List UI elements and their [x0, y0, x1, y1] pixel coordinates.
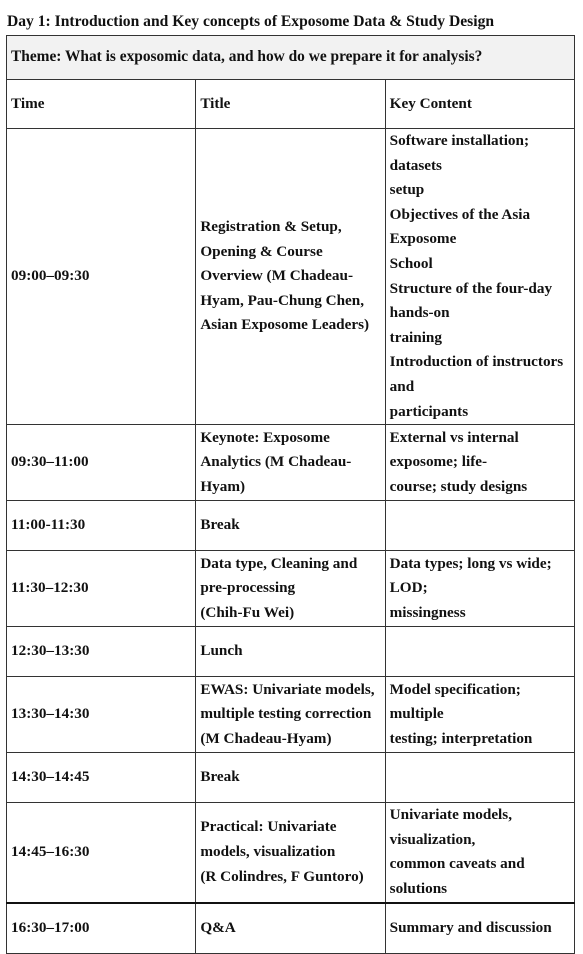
schedule-row [7, 677, 575, 753]
session-title-line: Break [200, 768, 240, 786]
session-title-line: Q&A [200, 918, 236, 936]
key-content-cell [385, 551, 574, 627]
key-content-line: participants [389, 402, 469, 420]
session-title-cell [196, 677, 385, 753]
session-title-line: Practical: Univariate [200, 818, 337, 836]
session-title-cell [196, 627, 385, 677]
session-title-cell [196, 753, 385, 803]
session-title-cell [196, 129, 385, 425]
key-content-line: Structure of the four-day hands-on [389, 279, 553, 322]
session-title-cell [196, 425, 385, 501]
header-key-content: Key Content [385, 80, 574, 129]
schedule-row [7, 129, 575, 425]
key-content-line: Software installation; datasets [389, 132, 530, 174]
session-title-line: Keynote: Exposome [200, 428, 330, 446]
page-title: Day 1: Introduction and Key concepts of Exposome Data & Study Design [7, 13, 495, 30]
key-content-cell [385, 129, 574, 425]
key-content-cell [385, 627, 574, 677]
key-content-line: Model specification; multiple [389, 680, 521, 723]
header-row [7, 80, 575, 129]
session-title-line: EWAS: Univariate models, [200, 680, 375, 698]
key-content-line: common caveats and solutions [389, 855, 525, 897]
session-title-cell [196, 903, 385, 954]
session-title-line: models, visualization [200, 843, 336, 861]
key-content-line: testing; interpretation [389, 729, 533, 747]
key-content-line: setup [389, 181, 425, 199]
time-cell: 11:00-11:30 [7, 501, 196, 551]
session-title-line: Registration & Setup, [200, 218, 342, 236]
theme-row [7, 36, 575, 80]
session-title-line: (R Colindres, F Guntoro) [200, 867, 364, 885]
session-title-line: (M Chadeau-Hyam) [200, 729, 332, 747]
key-content-line: Objectives of the Asia Exposome [389, 205, 531, 248]
time-cell: 14:30–14:45 [7, 753, 196, 803]
schedule-row [7, 803, 575, 903]
time-cell: 14:45–16:30 [7, 803, 196, 903]
session-title-line: Analytics (M Chadeau- [200, 453, 352, 471]
key-content-line: course; study designs [389, 477, 528, 495]
time-cell: 16:30–17:00 [7, 903, 196, 954]
session-title-line: multiple testing correction [200, 705, 372, 723]
header-time: Time [7, 80, 196, 129]
session-title-line: Hyam) [200, 477, 246, 495]
key-content-line: Univariate models, visualization, [389, 806, 512, 848]
key-content-line: Summary and discussion [389, 918, 552, 936]
session-title-line: Overview (M Chadeau- [200, 267, 354, 285]
session-title-cell [196, 551, 385, 627]
key-content-line: missingness [389, 603, 466, 621]
time-cell: 13:30–14:30 [7, 677, 196, 753]
key-content-cell [385, 903, 574, 954]
schedule-row [7, 903, 575, 954]
header-title: Title [196, 80, 385, 129]
session-title-line: (Chih-Fu Wei) [200, 603, 295, 621]
schedule-row [7, 425, 575, 501]
schedule-row [7, 551, 575, 627]
schedule-row [7, 501, 575, 551]
session-title-cell [196, 803, 385, 903]
schedule-row [7, 753, 575, 803]
key-content-line: Data types; long vs wide; LOD; [389, 554, 552, 597]
key-content-line: training [389, 328, 442, 346]
session-title-line: Break [200, 516, 240, 534]
time-cell: 09:00–09:30 [7, 129, 196, 425]
schedule-table [6, 35, 575, 954]
key-content-cell [385, 425, 574, 501]
key-content-line: Introduction of instructors and [389, 353, 564, 395]
key-content-line: External vs internal exposome; life- [389, 428, 519, 471]
key-content-line: School [389, 254, 433, 272]
key-content-cell [385, 677, 574, 753]
key-content-cell [385, 803, 574, 903]
time-cell: 12:30–13:30 [7, 627, 196, 677]
time-cell: 09:30–11:00 [7, 425, 196, 501]
theme-cell: Theme: What is exposomic data, and how do we prepare it for analysis? [7, 36, 575, 80]
session-title-line: Lunch [200, 642, 243, 660]
schedule-row [7, 627, 575, 677]
session-title-line: Data type, Cleaning and [200, 554, 358, 572]
session-title-line: Hyam, Pau-Chung Chen, [200, 291, 365, 309]
key-content-cell [385, 501, 574, 551]
session-title-line: pre-processing [200, 579, 296, 597]
session-title-line: Asian Exposome Leaders) [200, 316, 370, 334]
schedule-body [7, 36, 575, 954]
session-title-line: Opening & Course [200, 242, 323, 260]
time-cell: 11:30–12:30 [7, 551, 196, 627]
key-content-cell [385, 753, 574, 803]
session-title-cell [196, 501, 385, 551]
